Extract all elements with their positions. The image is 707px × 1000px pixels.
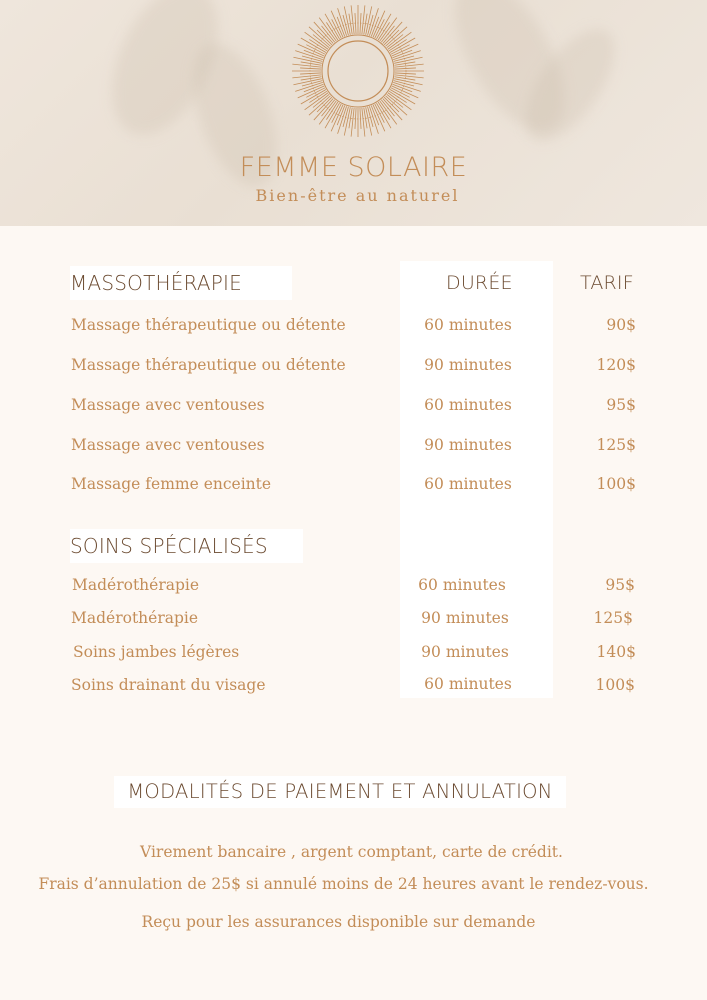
service-name: Soins jambes légères xyxy=(73,643,240,661)
service-price: 125$ xyxy=(596,436,636,454)
service-row xyxy=(0,609,707,633)
cancellation-fee-text: Frais d’annulation de 25$ si annulé moins de 24 heures avant le rendez-vous. xyxy=(38,875,649,893)
service-name: Massage femme enceinte xyxy=(71,475,272,493)
service-name: Massage thérapeutique ou détente xyxy=(71,316,346,334)
service-duration: 60 minutes xyxy=(424,475,512,493)
brand-subtitle: Bien-être au naturel xyxy=(255,186,460,205)
brand-title: FEMME SOLAIRE xyxy=(239,152,468,183)
section-title-massotherapie: MASSOTHÉRAPIE xyxy=(70,266,292,300)
service-row xyxy=(0,436,707,460)
service-row xyxy=(0,316,707,340)
duration-header: DURÉE xyxy=(446,272,513,294)
sun-logo-icon xyxy=(291,4,425,138)
service-duration: 90 minutes xyxy=(421,609,509,627)
service-price: 140$ xyxy=(596,643,636,661)
service-name: Madérothérapie xyxy=(72,576,200,594)
service-row xyxy=(0,396,707,420)
service-row xyxy=(0,356,707,380)
service-duration: 60 minutes xyxy=(424,675,512,693)
service-name: Massage avec ventouses xyxy=(71,396,265,414)
service-price: 125$ xyxy=(593,609,633,627)
service-duration: 60 minutes xyxy=(418,576,506,594)
service-price: 90$ xyxy=(606,316,636,334)
service-duration: 90 minutes xyxy=(421,643,509,661)
payment-methods-text: Virement bancaire , argent comptant, carte de crédit. xyxy=(140,843,563,861)
service-name: Massage thérapeutique ou détente xyxy=(71,356,346,374)
service-row xyxy=(0,643,707,667)
header-banner xyxy=(0,0,707,226)
service-name: Madérothérapie xyxy=(71,609,199,627)
service-price: 95$ xyxy=(605,576,635,594)
service-duration: 60 minutes xyxy=(424,316,512,334)
service-price: 95$ xyxy=(606,396,636,414)
service-row xyxy=(0,475,707,499)
service-price: 120$ xyxy=(596,356,636,374)
service-duration: 60 minutes xyxy=(424,396,512,414)
section-title-soins-specialises: SOINS SPÉCIALISÉS xyxy=(70,529,303,563)
insurance-receipt-text: Reçu pour les assurances disponible sur demande xyxy=(141,913,536,931)
payment-section-title: MODALITÉS DE PAIEMENT ET ANNULATION xyxy=(114,776,566,808)
service-price: 100$ xyxy=(595,676,635,694)
service-row xyxy=(0,676,707,700)
price-header: TARIF xyxy=(580,272,634,294)
service-name: Soins drainant du visage xyxy=(71,676,266,694)
service-duration: 90 minutes xyxy=(424,436,512,454)
service-price: 100$ xyxy=(596,475,636,493)
service-row xyxy=(0,576,707,600)
service-duration: 90 minutes xyxy=(424,356,512,374)
service-name: Massage avec ventouses xyxy=(71,436,265,454)
